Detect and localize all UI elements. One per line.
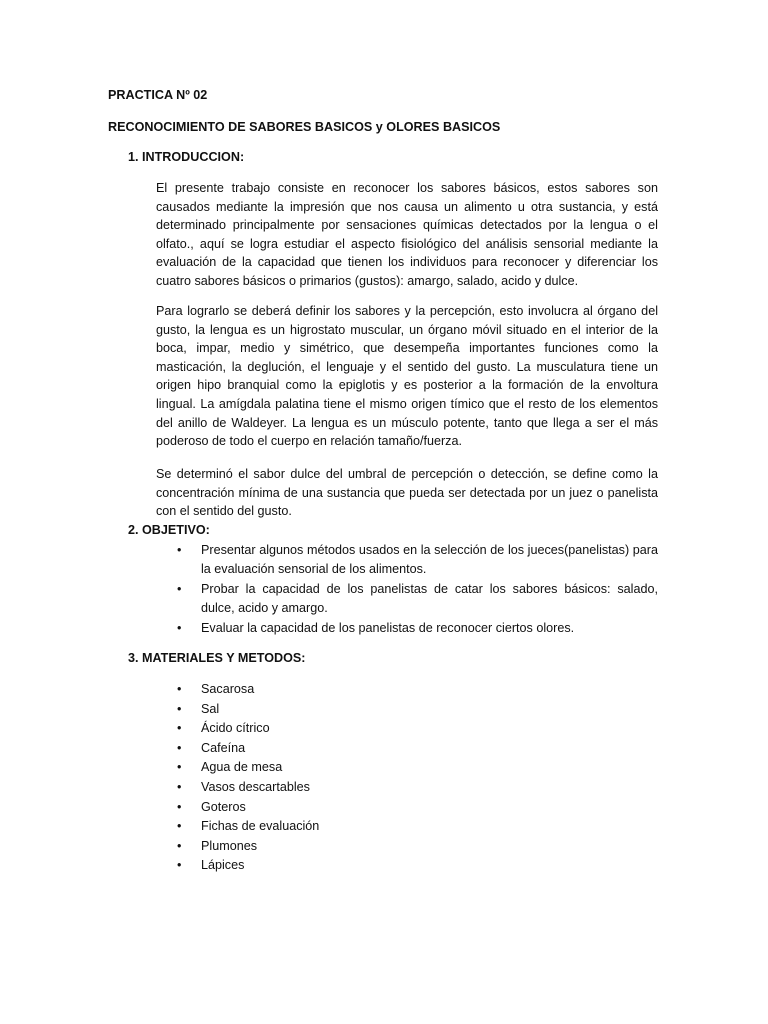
section-heading-materiales: 3. MATERIALES Y METODOS:	[128, 651, 306, 665]
list-item	[177, 700, 501, 720]
bullet-icon: •	[177, 721, 182, 736]
list-item	[177, 580, 658, 618]
bullet-icon: •	[177, 701, 182, 716]
list-item	[177, 719, 501, 739]
section-heading-objetivo: 2. OBJETIVO:	[128, 523, 210, 537]
materiales-list	[177, 680, 501, 876]
objetivo-list	[177, 541, 658, 639]
bullet-icon: •	[177, 621, 182, 636]
bullet-icon: •	[177, 740, 182, 755]
objetivo-item-text: Evaluar la capacidad de los panelistas de reconocer ciertos olores.	[201, 621, 575, 636]
material-item-text: Vasos descartables	[201, 779, 310, 794]
list-item	[177, 778, 501, 798]
list-item	[177, 817, 501, 837]
material-item-text: Agua de mesa	[201, 760, 283, 775]
list-item	[177, 680, 501, 700]
list-item	[177, 798, 501, 818]
intro-paragraph-3: Se determinó el sabor dulce del umbral de percepción o detección, se define como la concentración mínima de una sustancia que pueda ser detectada por un juez o panelista con el sentido del gusto.	[156, 467, 658, 519]
list-item	[177, 739, 501, 759]
objetivo-item-text: Presentar algunos métodos usados en la selección de los jueces(panelistas) para la evaluación sensorial de los alimentos.	[201, 543, 658, 576]
section-heading-introduccion: 1. INTRODUCCION:	[128, 150, 245, 164]
material-item-text: Ácido cítrico	[201, 721, 270, 736]
bullet-icon: •	[177, 582, 182, 597]
material-item-text: Sacarosa	[201, 682, 255, 696]
bullet-icon: •	[177, 779, 182, 794]
material-item-text: Goteros	[201, 799, 246, 814]
bullet-icon: •	[177, 543, 182, 557]
list-item	[177, 856, 501, 876]
bullet-icon: •	[177, 858, 182, 873]
bullet-icon: •	[177, 682, 182, 696]
list-item	[177, 758, 501, 778]
bullet-icon: •	[177, 760, 182, 775]
material-item-text: Lápices	[201, 858, 245, 873]
list-item	[177, 541, 658, 579]
list-item	[177, 619, 658, 638]
bullet-icon: •	[177, 799, 182, 814]
objetivo-item-text: Probar la capacidad de los panelistas de catar los sabores básicos: salado, dulce, acido y amargo.	[201, 582, 658, 615]
page-subtitle: RECONOCIMIENTO DE SABORES BASICOS y OLORES BASICOS	[108, 120, 501, 134]
material-item-text: Cafeína	[201, 740, 246, 755]
material-item-text: Plumones	[201, 838, 258, 853]
page-title: PRACTICA Nº 02	[108, 88, 208, 102]
list-item	[177, 837, 501, 857]
intro-paragraph-1: El presente trabajo consiste en reconocer los sabores básicos, estos sabores son causados mediante la impresión que nos causa un alimento u otra sustancia, y está determinado principalmente por sensaciones químicas detectados por la lengua o el olfato., aquí se logra estudiar el aspecto fisiológico del análisis sensorial mediante la evaluación de la capacidad que tienen los individuos para reconocer y diferenciar los cuatro sabores básicos o primarios (gustos): amargo, salado, acido y dulce.	[156, 181, 658, 288]
material-item-text: Fichas de evaluación	[201, 819, 320, 834]
bullet-icon: •	[177, 819, 182, 834]
intro-paragraph-2: Para lograrlo se deberá definir los sabores y la percepción, esto involucra al órgano del gusto, la lengua es un higrostato muscular, un órgano móvil situado en el interior de la boca, impar, medio y simétrico, que desempeña importantes funciones como la masticación, la deglución, el lenguaje y el sentido del gusto. La musculatura tiene un origen hipo branquial como la epiglotis y es posterior a la formación de la envoltura lingual. La amígdala palatina tiene el mismo origen tímico que el resto de los elementos del anillo de Waldeyer. La lengua es un músculo potente, tanto que llega a ser el más poderoso de todo el cuerpo en relación tamaño/fuerza.	[156, 304, 658, 449]
bullet-icon: •	[177, 838, 182, 853]
material-item-text: Sal	[201, 701, 220, 716]
